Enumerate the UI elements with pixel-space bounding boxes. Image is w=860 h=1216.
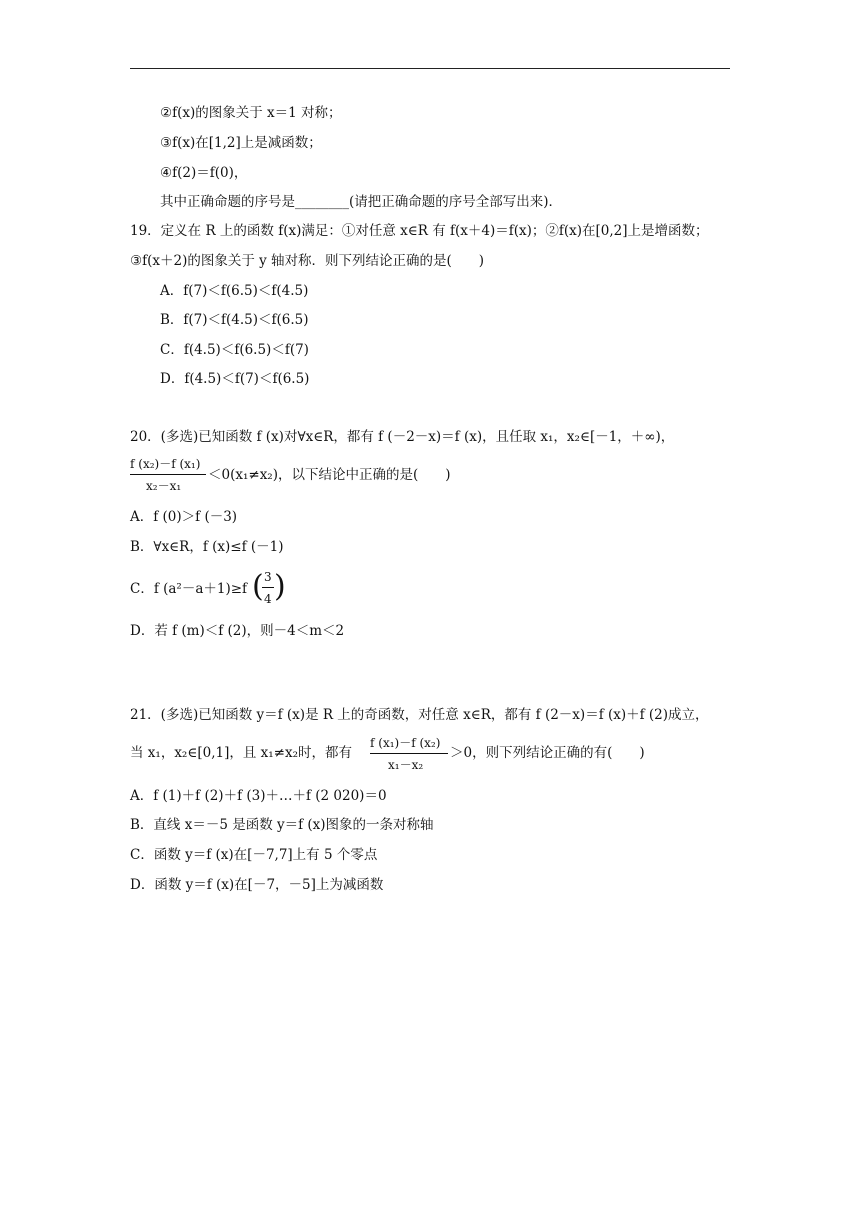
q21-fraction-numerator: f (x₁)－f (x₂) [370,736,441,750]
q20-fraction-denominator: x₂－x₁ [146,479,182,493]
q21-fraction-denominator: x₁－x₂ [388,758,424,772]
q19-option-c: C．f(4.5)＜f(6.5)＜f(7) [160,342,309,358]
q19-option-b: B．f(7)＜f(4.5)＜f(6.5) [160,312,309,328]
q19-line1: 19．定义在 R 上的函数 f(x)满足：①对任意 x∈R 有 f(x＋4)＝f(x)；②f(x)在[0,2]上是增函数； [130,223,709,239]
q21-line2-rest: ＞0，则下列结论正确的有( ) [450,745,645,761]
q20-fraction-numerator: f (x₂)－f (x₁) [130,457,201,471]
header-rule [130,68,730,69]
prev-item-4: ④f(2)＝f(0)， [160,165,248,181]
q20-option-c-left-paren: ( [252,569,264,604]
prev-item-2: ②f(x)的图象关于 x＝1 对称； [160,105,342,121]
q20-line1: 20．(多选)已知函数 f (x)对∀x∈R，都有 f (－2－x)＝f (x)，且任取 x₁，x₂∈[－1，＋∞)， [130,429,675,445]
q19-option-d: D．f(4.5)＜f(7)＜f(6.5) [160,371,310,387]
q20-option-c-right-paren: ) [274,569,286,604]
q20-option-c-fraction-bar [262,587,274,588]
q19-option-a: A．f(7)＜f(6.5)＜f(4.5) [160,283,309,299]
q20-option-b: B．∀x∈R，f (x)≤f (－1) [130,539,284,555]
q21-line1: 21．(多选)已知函数 y＝f (x)是 R 上的奇函数，对任意 x∈R，都有 f (2－x)＝f (x)＋f (2)成立， [130,707,709,723]
q21-option-a: A．f (1)＋f (2)＋f (3)＋…＋f (2 020)＝0 [130,788,387,804]
q21-option-b: B．直线 x＝－5 是函数 y＝f (x)图象的一条对称轴 [130,817,434,833]
prev-item-3: ③f(x)在[1,2]上是减函数； [160,135,322,151]
q20-option-d: D．若 f (m)＜f (2)，则－4＜m＜2 [130,623,345,639]
q21-option-c: C．函数 y＝f (x)在[－7,7]上有 5 个零点 [130,847,378,863]
q19-line2: ③f(x＋2)的图象关于 y 轴对称．则下列结论正确的是( ) [130,253,485,269]
q21-fraction-bar [370,753,448,754]
q20-fraction-bar [130,474,206,475]
q20-option-c-numerator: 3 [264,570,272,584]
prev-prompt: 其中正确命题的序号是________(请把正确命题的序号全部写出来)． [160,194,563,210]
q21-line2-prefix: 当 x₁，x₂∈[0,1]，且 x₁≠x₂时，都有 [130,745,352,761]
q20-option-c-denominator: 4 [264,592,272,606]
q21-option-d: D．函数 y＝f (x)在[－7，－5]上为减函数 [130,877,384,893]
q20-option-a: A．f (0)＞f (－3) [130,509,238,525]
q20-line2-rest: ＜0(x₁≠x₂)，以下结论中正确的是( ) [208,467,451,483]
q20-option-c: C．f (a²－a＋1)≥f [130,581,248,597]
